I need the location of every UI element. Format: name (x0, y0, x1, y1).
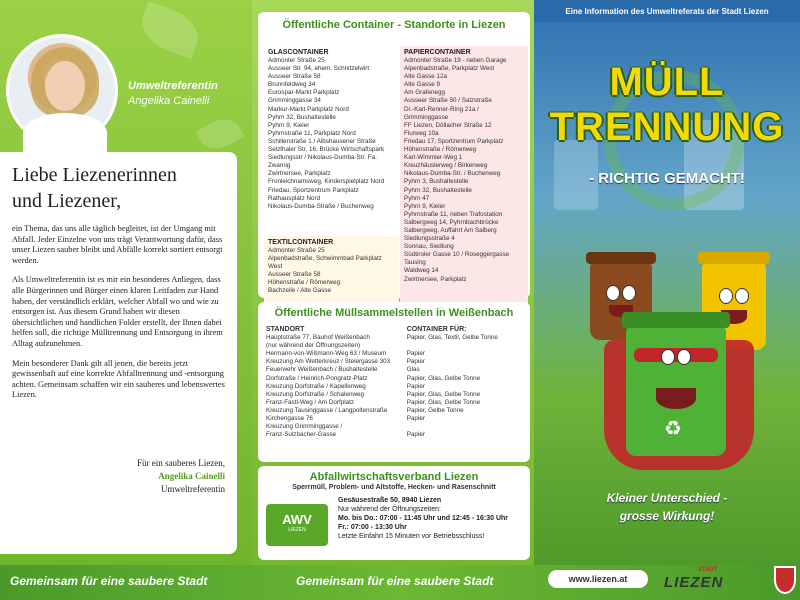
collection-row (266, 431, 524, 439)
location-item: Brunnfeldweg 34 (268, 81, 316, 89)
glass-container-list (264, 46, 399, 232)
collection-containers: Papier (406, 431, 425, 439)
paper-container-list (400, 46, 528, 308)
location-item: Admonter Straße 25 (268, 247, 325, 254)
location-item: Selzthaler Str. 16, Brücke Wirtschaftspark (268, 146, 385, 154)
collection-containers (407, 342, 524, 350)
footer-motto-left: Gemeinsam für eine saubere Stadt (10, 574, 208, 588)
location-item: Ausseer Str. 94, ehem. Schnitzelwirt (268, 65, 370, 73)
liezen-logo (658, 567, 768, 591)
location-item: Sonnau, Siedlung (404, 243, 454, 251)
awv-heading: Abfallwirtschaftsverband Liezen (309, 471, 479, 483)
collection-row (266, 415, 524, 423)
collection-location: Kreuzung Dorfstraße / Kapellenweg (266, 382, 366, 390)
location-item: Fronleichnamsweg, Kinderspielplatz Nord (268, 178, 385, 186)
location-item: Salbergweg 14, Pyhrnbachbrücke (404, 218, 499, 226)
location-item: Nikolaus-Dumba-Str. / Buchenweg (404, 170, 501, 178)
cover-panel (534, 0, 800, 565)
subtitle: - RICHTIG GEMACHT! (589, 170, 745, 187)
collection-row (266, 391, 524, 399)
location-item: Waldweg 14 (404, 267, 439, 275)
location-item: Pyhrn 3, Bushaltestelle (404, 178, 469, 186)
collection-containers: Papier (406, 350, 425, 358)
collection-row (266, 366, 524, 374)
location-item: Rathausplatz Nord (268, 194, 321, 202)
awv-logo-text: AWV (282, 512, 312, 527)
collection-containers: Papier, Glas, Gelbe Tonne (406, 374, 481, 382)
collection-location: Kreuzung Am Wetterkreuz / Steiergasse 303 (266, 358, 391, 366)
awv-hours-weekday: Mo. bis Do.: 07:00 - 11:45 Uhr und 12:45 - 16:30 Uhr (338, 515, 508, 522)
awv-details (338, 496, 508, 541)
collection-location: Franz-Fastl-Weg / Am Dorfplatz (266, 398, 355, 406)
collection-points-card (258, 302, 530, 462)
awv-card (258, 466, 530, 560)
collection-location: Hermann-von-Wißmann-Weg 63 / Museum (266, 350, 387, 358)
location-item: Am Grafenegg (404, 89, 445, 97)
awv-logo-sub: LIEZEN (288, 527, 306, 533)
awv-hours-friday: Fr.: 07:00 - 13:30 Uhr (338, 524, 407, 531)
textile-container-list (264, 236, 399, 308)
location-item: Pyhrn 32, Bushaltestelle (268, 113, 336, 121)
collection-containers: Papier, Gelbe Tonne (406, 406, 464, 414)
location-item: Zwirtnersee, Parkplatz (404, 275, 467, 283)
collection-row (266, 342, 524, 350)
greeting-line-1: Liebe Liezenerinnen (12, 164, 177, 186)
container-card (258, 12, 530, 298)
collection-location: Kreuzung Tausinggasse / Langpoltenstraße (266, 406, 388, 414)
location-item: Pyhrn 32, Bushaltestelle (404, 186, 472, 194)
location-item: Friedau, Sportzentrum Parkplatz (268, 186, 359, 194)
collection-header-row (266, 326, 524, 334)
collection-row (266, 399, 524, 407)
greeting-line-2: und Liezener, (12, 190, 122, 212)
collection-containers: Papier, Glas, Textil, Gelbe Tonne (406, 334, 498, 342)
collection-row (266, 407, 524, 415)
role-title: Umweltreferentin (128, 80, 218, 92)
awv-logo (266, 504, 328, 546)
letter-paragraph-3: Mein besonderer Dank gilt all jenen, die bereits jetzt gewissenhaft auf eine korrekte Abfalltrennung und -entsorgung achten. Gemeinsam schaffen wir ein sauberes und lebenswertes Liezen. (12, 358, 225, 400)
collection-location: Feuerwehr Weißenbach / Bushaltestelle (266, 366, 378, 374)
location-item: Tausing (404, 259, 426, 267)
collection-location: Dorfstraße / Heinrich-Pongratz-Platz (266, 374, 368, 382)
location-item: Alte Gasse 12a (404, 73, 448, 81)
location-item: Alte Gasse 9 (404, 81, 441, 89)
location-item: Zwirtnersee, Parkplatz (268, 170, 331, 178)
location-item: Ausseer Straße 58 (268, 73, 321, 81)
awv-hours-note: Letzte Einfahrt 15 Minuten vor Betriebsschluss! (338, 533, 485, 540)
signature (137, 457, 225, 496)
location-item: Karl-Wimmler-Weg 1 (404, 154, 463, 162)
green-bin-mascot (626, 326, 726, 456)
website-link[interactable]: www.liezen.at (548, 570, 648, 588)
location-item: Pyhrnstraße 11, Parkplatz Nord (268, 129, 356, 137)
awv-address: Gesäusestraße 50, 8940 Liezen (338, 497, 442, 504)
collection-row (266, 375, 524, 383)
collection-containers: Papier (406, 415, 425, 423)
leaf-decoration (196, 112, 245, 156)
location-item: Nikolaus-Dumba-Straße / Buchenweg (268, 202, 374, 210)
collection-location: Franz-Sulzbacher-Gasse (266, 431, 336, 439)
location-item: Siedlungsstr / Nikolaus-Dumba-Str. Fa. Zwarnig (268, 154, 377, 170)
location-item: Pyhrnstraße 11, neben Trafostation (404, 210, 503, 218)
location-item: Bachzeile / Alte Gasse (268, 287, 332, 295)
coat-of-arms (774, 566, 796, 594)
location-item: Pyhrn 9, Kieler (404, 202, 446, 210)
signature-role: Umweltreferentin (161, 484, 225, 494)
location-item: Höhenstraße / Römerweg (404, 146, 477, 154)
location-item: Admonter Straße 25 (268, 57, 325, 64)
location-item: Salbergweg, Auffahrt Am Salberg (404, 226, 497, 234)
awv-subheading: Sperrmüll, Problem- und Altstoffe, Hecken- und Rasenschnitt (292, 484, 496, 491)
collection-location: (nur während der Öffnungszeiten) (266, 342, 361, 350)
slogan-line-1: Kleiner Unterschied - (606, 491, 728, 505)
portrait-photo (6, 34, 118, 146)
location-item: Ausseer Straße 58 (268, 271, 321, 279)
collection-location: Kreuzung Dorfstraße / Schalenweg (266, 390, 365, 398)
textile-heading: TEXTILCONTAINER (268, 239, 334, 246)
location-item: Markur-Markt Parkplatz Nord (268, 105, 349, 113)
location-item: Schillerstraße 1 / Albshausener Straße (268, 137, 376, 145)
location-item: Ausseer Straße 50 / Salzstraße (404, 97, 492, 105)
location-item: Admonter Straße 19 - neben Garage (404, 57, 507, 64)
collection-heading: Öffentliche Müllsammelstellen in Weißenbach (274, 307, 514, 319)
column-containers: CONTAINER FÜR: (406, 326, 467, 333)
collection-rows (266, 334, 524, 439)
location-item: Südtiroler Gasse 10 / Roseggergasse (404, 251, 510, 259)
collection-row (266, 334, 524, 342)
slogan-line-2: grosse Wirkung! (619, 509, 715, 523)
location-item: Kreuzhäuslerweg / Birkenweg (404, 162, 488, 170)
location-item: Alpenbadstraße, Schwimmbad Parkplatz West (268, 255, 382, 271)
location-item: Dr.-Karl-Renner-Ring 21a / Grimminggasse (404, 105, 479, 121)
letter-paragraph-1: ein Thema, das uns alle täglich begleitet, ist der Umgang mit Abfall. Jeder Einzelne von uns trägt Verantwortung dafür, dass unser Liezen sauber bleibt und Abfälle korrekt sortiert entsorgt werden. (12, 224, 223, 265)
column-location: STANDORT (266, 326, 305, 333)
location-item: Flurweg 10a (404, 129, 439, 137)
title-trennung: TRENNUNG (549, 105, 785, 149)
collection-containers: Papier (406, 358, 425, 366)
collection-containers (407, 423, 524, 431)
container-heading: Öffentliche Container - Standorte in Liezen (282, 19, 506, 31)
location-item: Siedlungsstraße 4 (404, 235, 455, 243)
logo-text: LIEZEN (664, 574, 724, 591)
collection-row (266, 358, 524, 366)
footer-motto-middle: Gemeinsam für eine saubere Stadt (296, 574, 494, 588)
paper-heading: PAPIERCONTAINER (404, 49, 471, 56)
textile-list (268, 247, 395, 296)
info-text: Eine Information des Umweltreferats der Stadt Liezen (565, 7, 769, 16)
collection-containers: Papier, Glas, Gelbe Tonne (406, 390, 481, 398)
recycle-icon: ♻ (664, 418, 682, 440)
welcome-letter (0, 152, 237, 554)
collection-containers: Papier, Glas, Gelbe Tonne (406, 398, 481, 406)
letter-paragraph-2: Als Umweltreferentin ist es mir ein besonderes Anliegen, dass alle Bürgerinnen und Bürger einen klaren Leitfaden zur Hand haben, der verständlich erklärt, welcher Abfall wo und wie zu entsorgen ist. Aus diesem Grund haben wir diesen übersichtlichen und handlichen Folder erstellt, der Ihnen dabei helfen soll, die richtige Mülltrennung und Entsorgung in ihrem Alltag aufzunehmen. (12, 275, 223, 348)
collection-location: Hauptstraße 77, Bauhof Weißenbach (266, 334, 370, 342)
awv-hours-intro: Nur während der Öffnungszeiten: (338, 506, 441, 513)
location-item: Pyhrn 9, Kieler (268, 121, 310, 129)
location-item: Eurospar-Markt Parkplatz (268, 89, 340, 97)
signature-line-1: Für ein sauberes Liezen, (137, 458, 225, 468)
logo-small-text: STADT (698, 567, 718, 573)
location-item: Friedau 17, Sportzentrum Parkplatz (404, 137, 504, 145)
paper-list (404, 57, 524, 284)
signature-name: Angelika Cainelli (158, 471, 225, 481)
location-item: Höhenstraße / Römerweg (268, 279, 341, 287)
location-item: Grimminggasse 34 (268, 97, 321, 105)
collection-location: Kreuzung Grimminggasse / (266, 423, 343, 431)
collection-location: Kirchengasse 76 (266, 415, 313, 423)
welcome-panel (0, 0, 252, 565)
greeting (12, 162, 227, 214)
glass-list (268, 57, 395, 211)
collection-row (266, 423, 524, 431)
role-name: Angelika Cainelli (128, 95, 210, 107)
location-item: Pyhrn 47 (404, 194, 430, 202)
collection-containers: Papier (406, 382, 425, 390)
collection-row (266, 383, 524, 391)
collection-row (266, 350, 524, 358)
collection-containers: Glas (406, 366, 420, 374)
location-item: FF Liezen, Döllacher Straße 12 (404, 121, 492, 129)
location-item: Alpenbadstraße, Parkplatz West (404, 65, 495, 73)
title-muell: MÜLL (609, 60, 725, 104)
leaf-decoration (135, 1, 205, 59)
glass-heading: GLASCONTAINER (268, 49, 329, 56)
